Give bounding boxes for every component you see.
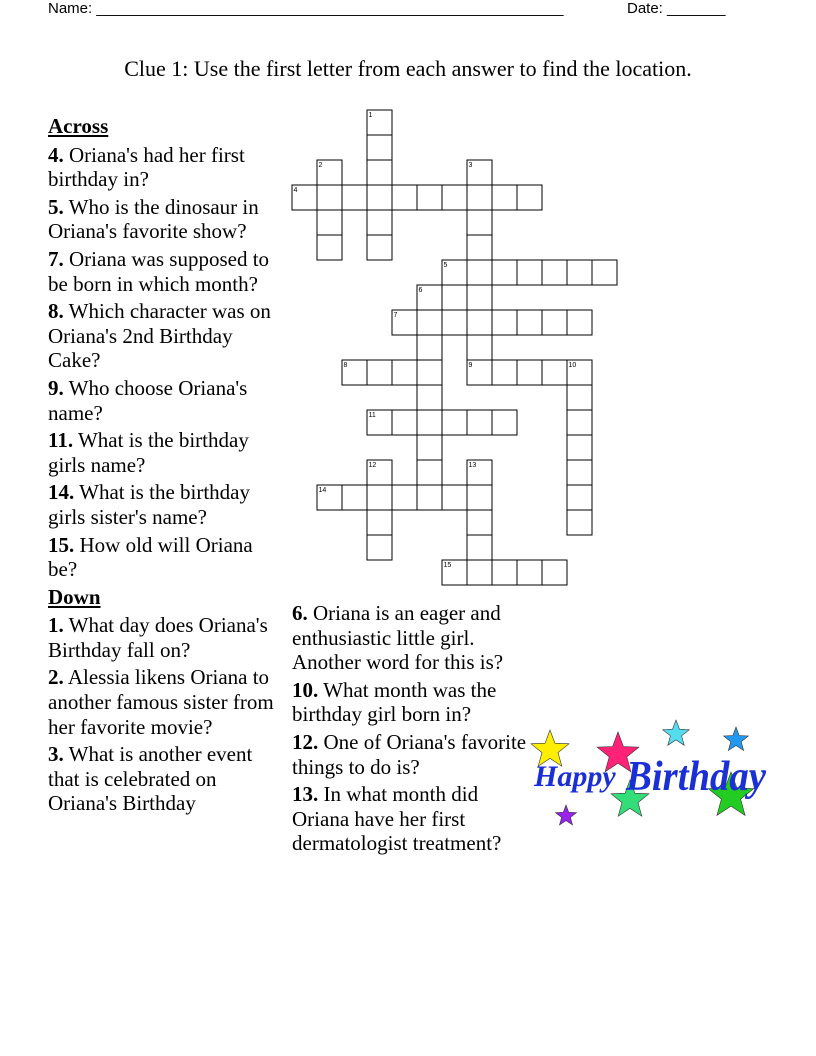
crossword-cell[interactable] [417, 410, 442, 435]
clue-number: 10. [292, 677, 319, 702]
crossword-cell[interactable] [467, 210, 492, 235]
crossword-cell[interactable] [392, 185, 417, 210]
crossword-cell[interactable] [542, 310, 567, 335]
clue-down-12 [292, 730, 532, 779]
crossword-cell[interactable] [442, 410, 467, 435]
crossword-cell[interactable] [592, 260, 617, 285]
crossword-cell[interactable] [467, 335, 492, 360]
cell-number: 14 [318, 487, 327, 494]
crossword-cell[interactable] [467, 410, 492, 435]
crossword-cell[interactable] [542, 560, 567, 585]
crossword-cell[interactable] [417, 460, 442, 485]
crossword-cell[interactable] [567, 410, 592, 435]
crossword-cell[interactable] [517, 360, 542, 385]
clue-text: Alessia likens Oriana to another famous sister from her favorite movie? [48, 665, 274, 739]
clue-text: One of Oriana's favorite things to do is? [292, 729, 527, 779]
crossword-cell[interactable] [467, 185, 492, 210]
cell-number: 15 [443, 562, 452, 569]
crossword-cell[interactable] [317, 235, 342, 260]
clue-text: Which character was on Oriana's 2nd Birthday Cake? [48, 299, 271, 373]
clue-number: 14. [48, 480, 75, 505]
crossword-cell[interactable] [442, 310, 467, 335]
crossword-cell[interactable] [492, 260, 517, 285]
cell-number: 13 [468, 462, 477, 469]
clue-down-10 [292, 678, 532, 727]
name-line[interactable]: Name: ________________________________________________________ [48, 0, 564, 17]
crossword-cell[interactable] [567, 310, 592, 335]
star-icon [724, 727, 749, 751]
crossword-cell[interactable] [417, 360, 442, 385]
crossword-cell[interactable] [417, 185, 442, 210]
crossword-cell[interactable] [317, 185, 342, 210]
clue-down-6 [292, 601, 532, 675]
crossword-cell[interactable] [367, 160, 392, 185]
clue-across-8 [48, 299, 280, 373]
across-heading: Across [48, 114, 109, 138]
crossword-cell[interactable] [417, 335, 442, 360]
clue-text: Oriana's had her first birthday in? [48, 142, 245, 192]
clue-across-9 [48, 376, 280, 425]
clue-down-3 [48, 742, 280, 816]
crossword-cell[interactable] [342, 185, 367, 210]
crossword-cell[interactable] [392, 485, 417, 510]
happy-birthday-banner [526, 712, 776, 837]
clue-number: 12. [292, 729, 319, 754]
star-icon [663, 720, 690, 745]
crossword-cell[interactable] [467, 285, 492, 310]
crossword-cell[interactable] [567, 260, 592, 285]
cell-number: 3 [468, 162, 473, 169]
crossword-cell[interactable] [517, 260, 542, 285]
clue-number: 9. [48, 375, 64, 400]
crossword-cell[interactable] [367, 510, 392, 535]
crossword-cell[interactable] [367, 360, 392, 385]
clue-text: What is another event that is celebrated on Oriana's Birthday [48, 742, 253, 816]
crossword-cell[interactable] [417, 385, 442, 410]
cell-number: 10 [568, 362, 577, 369]
clue-down-1 [48, 613, 280, 662]
crossword-cell[interactable] [467, 485, 492, 510]
crossword-cell[interactable] [442, 185, 467, 210]
crossword-cell[interactable] [317, 210, 342, 235]
clue-across-5 [48, 195, 280, 244]
crossword-cell[interactable] [567, 460, 592, 485]
crossword-cell[interactable] [492, 560, 517, 585]
crossword-cell[interactable] [467, 560, 492, 585]
crossword-cell[interactable] [392, 360, 417, 385]
crossword-cell[interactable] [342, 485, 367, 510]
crossword-cell[interactable] [467, 235, 492, 260]
crossword-cell[interactable] [392, 410, 417, 435]
banner-happy-text: Happy [534, 760, 616, 793]
clue-text: Who choose Oriana's name? [48, 375, 248, 425]
crossword-cell[interactable] [517, 560, 542, 585]
cell-number: 4 [293, 187, 298, 194]
crossword-cell[interactable] [492, 360, 517, 385]
down-heading: Down [48, 584, 101, 609]
crossword-cell[interactable] [467, 535, 492, 560]
clue-down-2 [48, 665, 280, 739]
crossword-cell[interactable] [367, 135, 392, 160]
clue-across-11 [48, 428, 280, 477]
crossword-cell[interactable] [467, 510, 492, 535]
clue-across-7 [48, 247, 280, 296]
banner-birthday-text: Birthday [625, 754, 767, 800]
crossword-cell[interactable] [367, 185, 392, 210]
crossword-cell[interactable] [542, 260, 567, 285]
cell-number: 1 [368, 112, 373, 119]
crossword-cell[interactable] [567, 435, 592, 460]
clue-number: 6. [292, 601, 308, 625]
clue-number: 15. [48, 532, 75, 557]
crossword-cell[interactable] [467, 260, 492, 285]
crossword-cell[interactable] [492, 185, 517, 210]
cell-number: 8 [343, 362, 348, 369]
clue-number: 1. [48, 613, 64, 638]
crossword-cell[interactable] [367, 235, 392, 260]
clue-number: 11. [48, 428, 74, 453]
crossword-cell[interactable] [492, 310, 517, 335]
crossword-cell[interactable] [567, 510, 592, 535]
clue-number: 4. [48, 142, 64, 167]
clue-number: 13. [292, 782, 319, 807]
clue-text: In what month did Oriana have her first dermatologist treatment? [292, 782, 502, 856]
cell-number: 9 [468, 362, 473, 369]
cell-number: 11 [368, 412, 376, 419]
across-clue-list [48, 143, 280, 582]
clues-column-middle [292, 601, 532, 859]
crossword-cell[interactable] [417, 485, 442, 510]
clue-text: Oriana was supposed to be born in which month? [48, 246, 270, 296]
clue-across-14 [48, 480, 280, 529]
clue-text: What is the birthday girls sister's name? [48, 480, 250, 529]
crossword-cell[interactable] [567, 485, 592, 510]
star-icon [556, 805, 577, 825]
crossword-cell[interactable] [442, 485, 467, 510]
clue-number: 8. [48, 299, 64, 324]
crossword-cell[interactable] [542, 360, 567, 385]
clues-column-left [48, 114, 280, 819]
clue-number: 2. [48, 665, 64, 690]
clue-across-15 [48, 533, 280, 582]
clue-across-4 [48, 143, 280, 192]
clue-text: What day does Oriana's Birthday fall on? [48, 613, 268, 662]
crossword-cell[interactable] [467, 310, 492, 335]
cell-number: 6 [418, 287, 423, 294]
cell-number: 5 [443, 262, 448, 269]
clue-text: Who is the dinosaur in Oriana's favorite show? [48, 194, 259, 244]
clue-text: How old will Oriana be? [48, 532, 253, 582]
clue-number: 7. [48, 246, 64, 271]
clue-text: Oriana is an eager and enthusiastic little girl. Another word for this is? [292, 601, 504, 675]
crossword-cell[interactable] [367, 485, 392, 510]
date-line[interactable]: Date: _______ [627, 0, 726, 17]
down-clue-list [48, 613, 280, 816]
crossword-cell[interactable] [367, 210, 392, 235]
clue-number: 3. [48, 742, 64, 767]
crossword-cell[interactable] [492, 410, 517, 435]
crossword-cell[interactable] [417, 310, 442, 335]
clue-text: What month was the birthday girl born in? [292, 677, 497, 727]
crossword-cell[interactable] [517, 310, 542, 335]
down-clue-list-continued [292, 601, 532, 856]
cell-number: 2 [318, 162, 323, 169]
clue-number: 5. [48, 194, 64, 219]
crossword-cell[interactable] [517, 185, 542, 210]
puzzle-instructions: Clue 1: Use the first letter from each answer to find the location. [124, 56, 692, 81]
clue-text: What is the birthday girls name? [48, 428, 249, 477]
cell-number: 7 [393, 312, 398, 319]
clue-down-13 [292, 782, 532, 856]
crossword-cell[interactable] [567, 385, 592, 410]
crossword-cell[interactable] [417, 435, 442, 460]
crossword-cell[interactable] [367, 535, 392, 560]
cell-number: 12 [368, 462, 377, 469]
